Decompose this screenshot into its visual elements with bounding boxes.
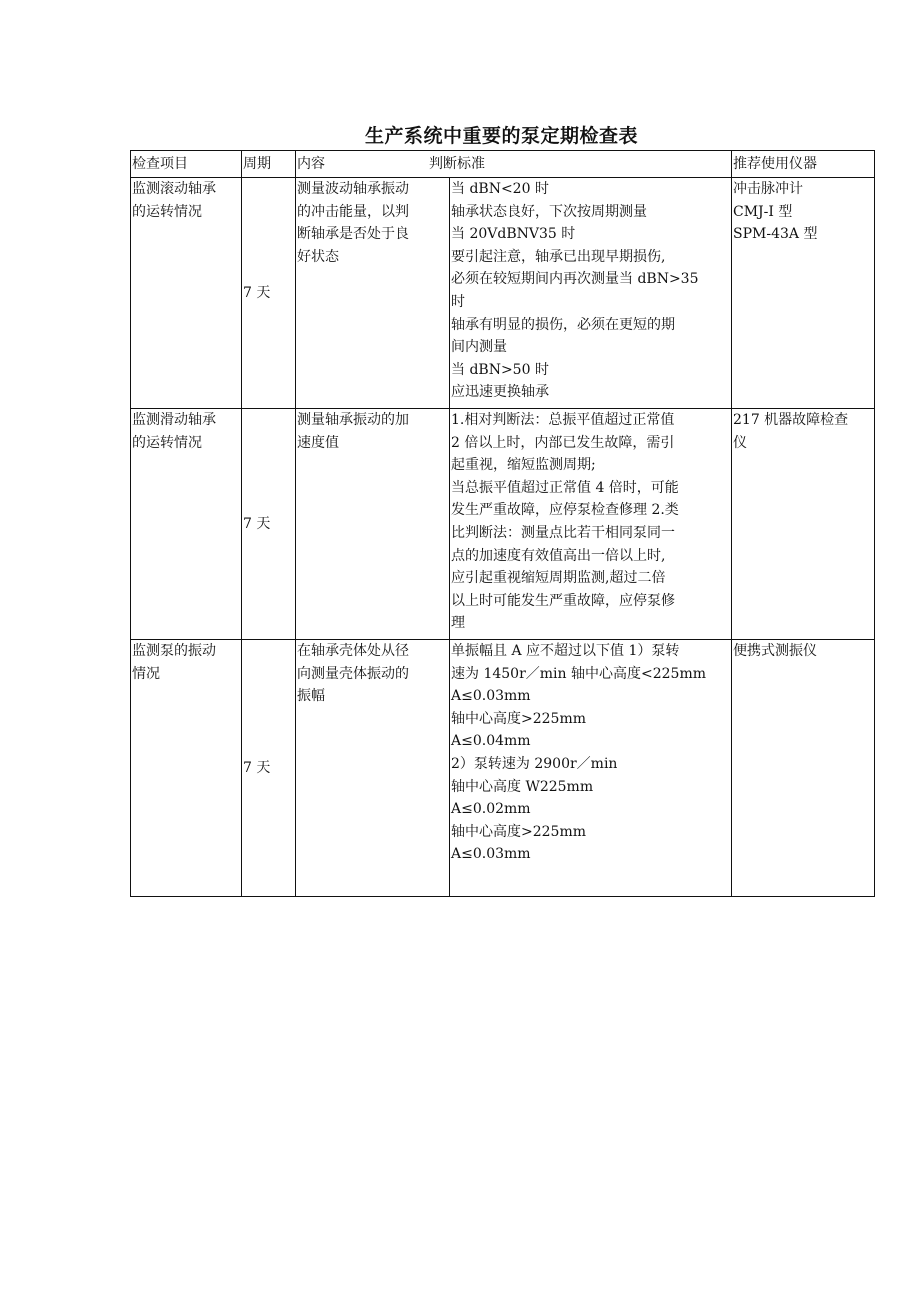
cell-text: 发生严重故障，应停泵检查修理 2.类 xyxy=(451,502,679,519)
table-header-row xyxy=(131,151,875,178)
document-title: 生产系统中重要的泵定期检查表 xyxy=(364,125,638,147)
cell-instrument xyxy=(732,178,875,409)
header-content: 内容 xyxy=(297,156,325,172)
cell-text: 测量波动轴承振动 xyxy=(297,181,409,197)
cell-text: SPM-43A 型 xyxy=(733,226,818,243)
cell-criteria xyxy=(450,178,732,409)
cell-instrument xyxy=(732,409,875,640)
cell-period: 7 天 xyxy=(242,640,296,897)
cell-criteria xyxy=(450,640,732,897)
cell-text: 当 dBN>50 时 xyxy=(451,361,549,378)
cell-text: 测量轴承振动的加 xyxy=(297,412,409,428)
cell-text: A≤0.03mm xyxy=(451,846,531,863)
cell-criteria xyxy=(450,409,732,640)
cell-text: 1.相对判断法：总振平值超过正常值 xyxy=(451,412,675,428)
cell-text: 比判断法：测量点比若干相同泵同一 xyxy=(451,524,675,541)
cell-item xyxy=(131,178,242,409)
cell-text: 理 xyxy=(451,615,465,632)
cell-text: 便携式测振仪 xyxy=(733,643,817,659)
cell-text: 2 倍以上时，内部已发生故障，需引 xyxy=(451,434,675,451)
table-row xyxy=(131,409,875,640)
cell-text: 在轴承壳体处从径 xyxy=(297,643,409,659)
header-content-criteria xyxy=(296,151,732,178)
cell-item xyxy=(131,640,242,897)
cell-text: 当 20VdBNV35 时 xyxy=(451,226,576,243)
cell-text: 好状态 xyxy=(297,248,339,265)
cell-text: CMJ-I 型 xyxy=(733,203,793,220)
header-instrument: 推荐使用仪器 xyxy=(732,151,875,178)
cell-text: 监测滑动轴承 xyxy=(132,412,216,428)
cell-text: 轴中心高度>225mm xyxy=(451,710,587,727)
cell-text: 轴中心高度 W225mm xyxy=(451,778,594,795)
cell-text: 速度值 xyxy=(297,434,339,451)
cell-text: 起重视，缩短监测周期; xyxy=(451,457,596,474)
table-row xyxy=(131,178,875,409)
cell-text: 仪 xyxy=(733,434,747,451)
cell-content xyxy=(296,178,450,409)
cell-text: 向测量壳体振动的 xyxy=(297,665,409,682)
cell-text: 振幅 xyxy=(297,688,325,705)
cell-text: 单振幅且 A 应不超过以下值 1）泵转 xyxy=(451,643,680,659)
cell-text: 应引起重视缩短周期监测,超过二倍 xyxy=(451,570,666,587)
cell-text: 以上时可能发生严重故障，应停泵修 xyxy=(451,592,675,609)
cell-text: 应迅速更换轴承 xyxy=(451,384,549,401)
cell-text: 的运转情况 xyxy=(132,203,202,220)
cell-text: 冲击脉冲计 xyxy=(733,181,803,197)
header-item: 检查项目 xyxy=(131,151,242,178)
cell-text: A≤0.02mm xyxy=(451,801,531,818)
table-row xyxy=(131,640,875,897)
cell-content xyxy=(296,409,450,640)
cell-text: 轴承状态良好，下次按周期测量 xyxy=(451,203,647,220)
cell-text: 间内测量 xyxy=(451,339,507,356)
cell-period: 7 天 xyxy=(242,409,296,640)
cell-text: 当 dBN<20 时 xyxy=(451,181,549,197)
cell-text: 断轴承是否处于良 xyxy=(297,226,409,243)
cell-text: 要引起注意，轴承已出现早期损伤, xyxy=(451,248,666,265)
cell-text: 监测滚动轴承 xyxy=(132,181,216,197)
cell-text: 时 xyxy=(451,293,465,310)
cell-text: 当总振平值超过正常值 4 倍时，可能 xyxy=(451,479,679,496)
cell-period: 7 天 xyxy=(242,178,296,409)
cell-text: 轴中心高度>225mm xyxy=(451,823,587,840)
cell-text: 2）泵转速为 2900r／min xyxy=(451,755,618,772)
cell-text: 情况 xyxy=(132,665,160,682)
header-period: 周期 xyxy=(242,151,296,178)
header-criteria: 判断标准 xyxy=(429,156,485,172)
cell-text: 点的加速度有效值高出一倍以上时, xyxy=(451,547,666,564)
cell-text: 的运转情况 xyxy=(132,434,202,451)
cell-text: 监测泵的振动 xyxy=(132,643,216,659)
cell-text: A≤0.04mm xyxy=(451,733,531,750)
cell-text: 轴承有明显的损伤，必须在更短的期 xyxy=(451,316,675,333)
inspection-table xyxy=(130,150,875,897)
cell-content xyxy=(296,640,450,897)
cell-instrument xyxy=(732,640,875,897)
cell-text: 217 机器故障检查 xyxy=(733,412,849,428)
cell-text: 必须在较短期间内再次测量当 dBN>35 xyxy=(451,271,699,288)
cell-item xyxy=(131,409,242,640)
cell-text: A≤0.03mm xyxy=(451,688,531,705)
cell-text: 的冲击能量，以判 xyxy=(297,203,409,220)
cell-text: 速为 1450r／min 轴中心高度<225mm xyxy=(451,665,706,682)
